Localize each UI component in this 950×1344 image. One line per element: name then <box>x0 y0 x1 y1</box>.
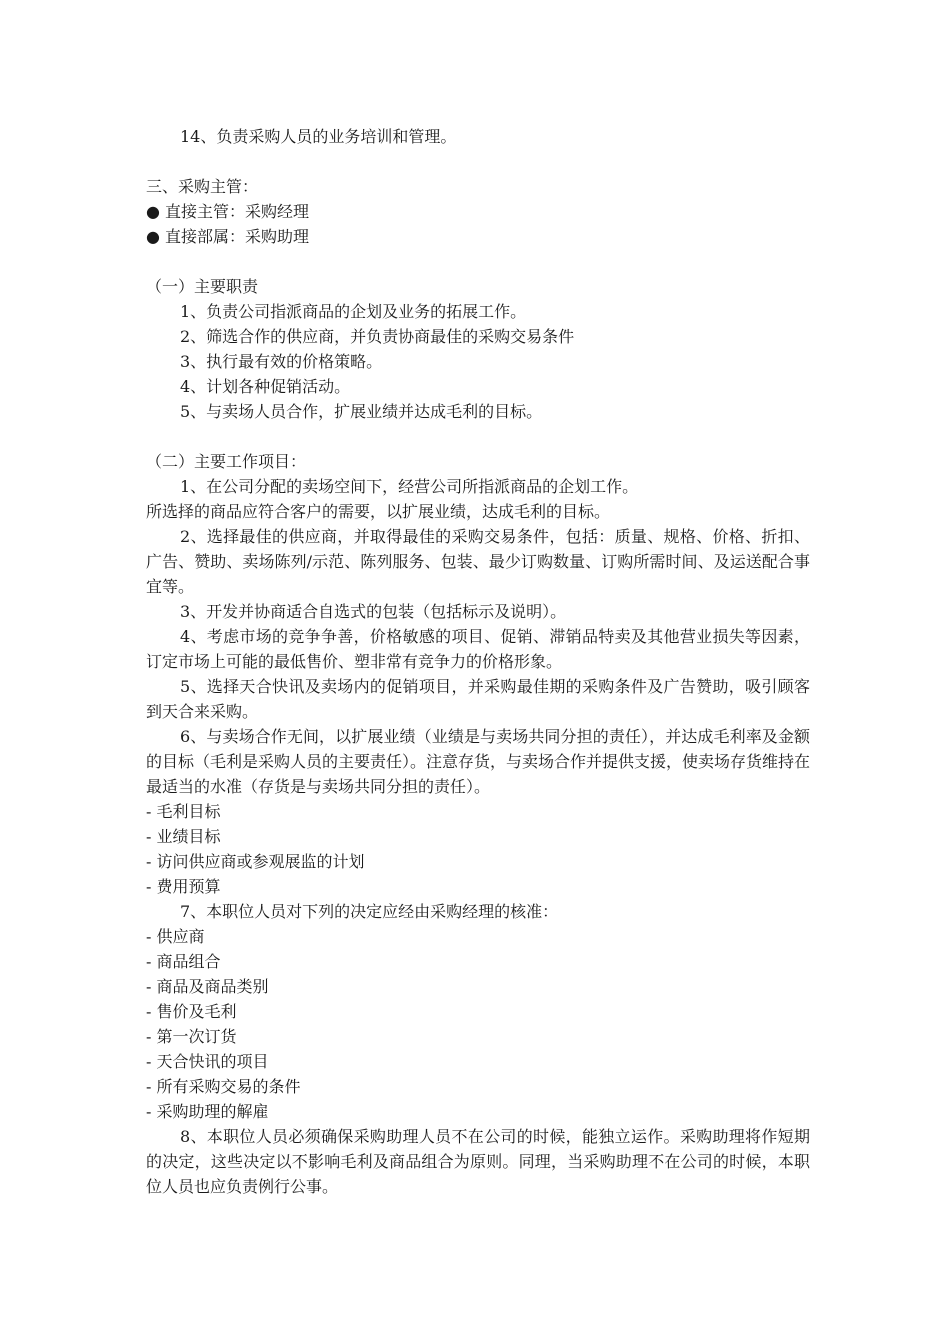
document-page <box>146 124 810 1199</box>
list-item: - 费用预算 <box>146 877 221 896</box>
list-item: - 供应商 <box>146 927 205 946</box>
list-item: - 毛利目标 <box>146 802 221 821</box>
work-item-2: 2、选择最佳的供应商，并取得最佳的采购交易条件，包括：质量、规格、价格、折扣、广告、赞助、卖场陈列/示范、陈列服务、包装、最少订购数量、订购所需时间、及运送配合事宜等。 <box>146 527 810 596</box>
work-item-5: 5、选择天合快讯及卖场内的促销项目，并采购最佳期的采购条件及广告赞助，吸引顾客到天合来采购。 <box>146 677 810 721</box>
duty-item: 4、计划各种促销活动。 <box>180 377 351 396</box>
section-title-supervisor: 三、采购主管： <box>146 177 259 196</box>
subsection-title-duties: （一）主要职责 <box>146 277 259 296</box>
duty-item: 2、筛选合作的供应商，并负责协商最佳的采购交易条件 <box>180 327 575 346</box>
duty-item: 3、执行最有效的价格策略。 <box>180 352 383 371</box>
list-item: - 访问供应商或参观展监的计划 <box>146 852 365 871</box>
duty-item: 5、与卖场人员合作，扩展业绩并达成毛利的目标。 <box>180 402 543 421</box>
work-item-3: 3、开发并协商适合自选式的包装（包括标示及说明）。 <box>180 602 567 621</box>
bullet-direct-subordinate: ● 直接部属：采购助理 <box>146 227 310 246</box>
work-item-1-line2: 所选择的商品应符合客户的需要，以扩展业绩，达成毛利的目标。 <box>146 502 611 521</box>
duty-item-14: 14、负责采购人员的业务培训和管理。 <box>180 127 457 146</box>
list-item: - 业绩目标 <box>146 827 221 846</box>
list-item: - 所有采购交易的条件 <box>146 1077 301 1096</box>
work-item-7: 7、本职位人员对下列的决定应经由采购经理的核准： <box>180 902 559 921</box>
work-item-8: 8、本职位人员必须确保采购助理人员不在公司的时候，能独立运作。采购助理将作短期的决定，这些决定以不影响毛利及商品组合为原则。同理，当采购助理不在公司的时候，本职位人员也应负责例行公事。 <box>146 1127 810 1196</box>
work-item-1-line1: 1、在公司分配的卖场空间下，经营公司所指派商品的企划工作。 <box>180 477 639 496</box>
work-item-4: 4、考虑市场的竞争争善，价格敏感的项目、促销、滞销品特卖及其他营业损失等因素，订定市场上可能的最低售价、塑非常有竞争力的价格形象。 <box>146 627 810 671</box>
list-item: - 售价及毛利 <box>146 1002 237 1021</box>
list-item: - 商品及商品类别 <box>146 977 269 996</box>
subsection-title-work-items: （二）主要工作项目： <box>146 452 307 471</box>
list-item: - 商品组合 <box>146 952 221 971</box>
work-item-6: 6、与卖场合作无间，以扩展业绩（业绩是与卖场共同分担的责任），并达成毛利率及金额的目标（毛利是采购人员的主要责任）。注意存货，与卖场合作并提供支援，使卖场存货维持在最适当的水准（存货是与卖场共同分担的责任）。 <box>146 727 811 796</box>
list-item: - 天合快讯的项目 <box>146 1052 269 1071</box>
duty-item: 1、负责公司指派商品的企划及业务的拓展工作。 <box>180 302 527 321</box>
bullet-direct-manager: ● 直接主管：采购经理 <box>146 202 310 221</box>
list-item: - 采购助理的解雇 <box>146 1102 269 1121</box>
list-item: - 第一次订货 <box>146 1027 237 1046</box>
